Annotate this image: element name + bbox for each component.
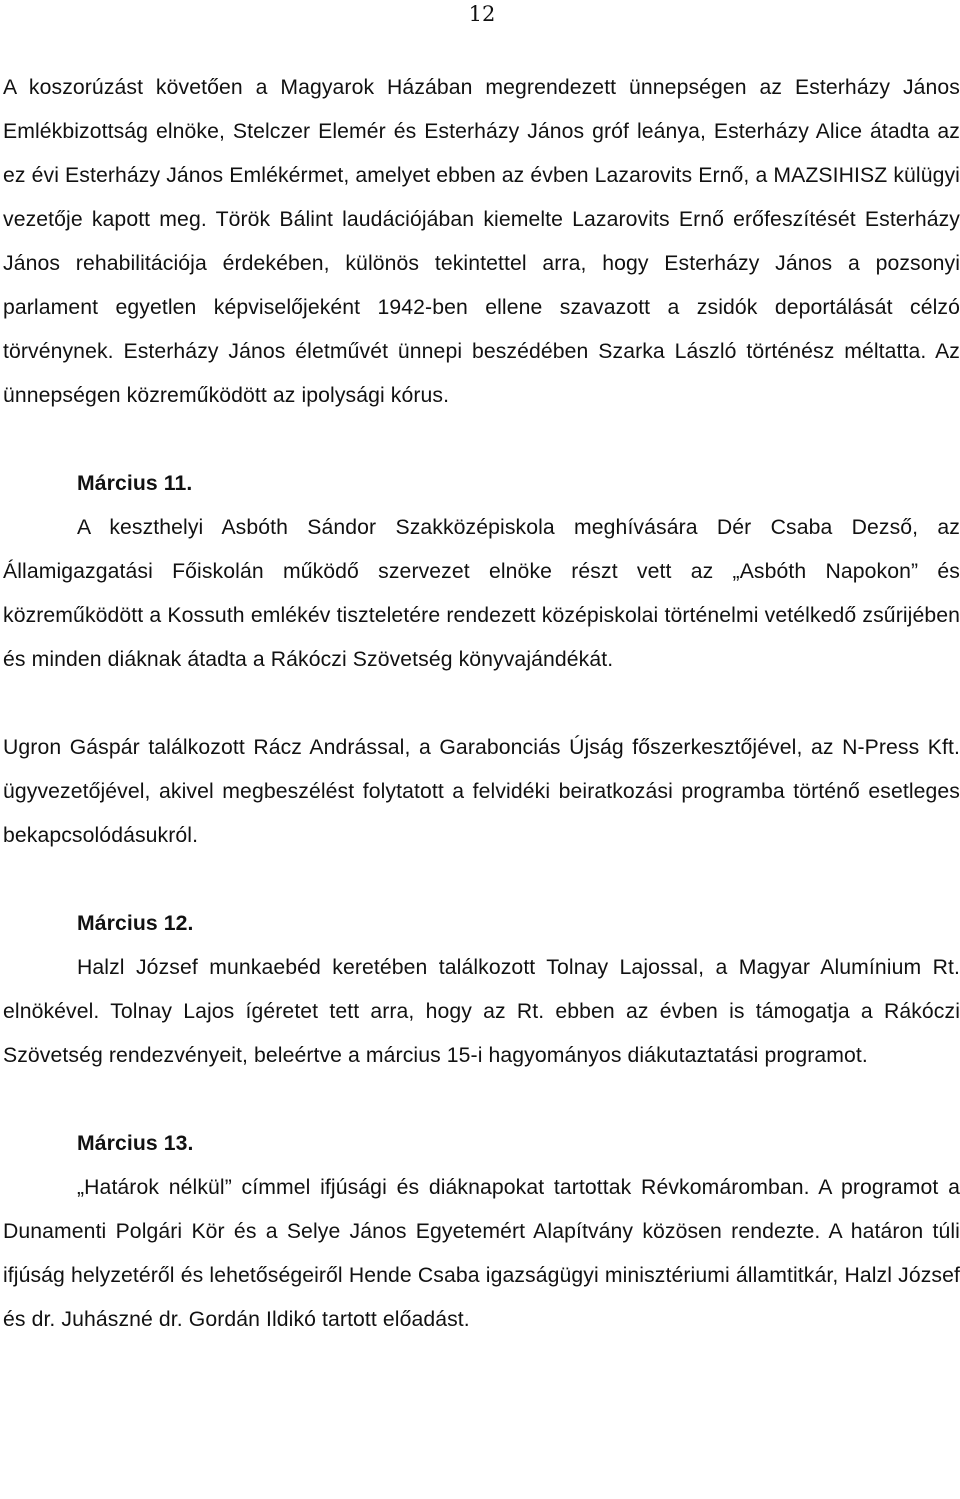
heading-marcius-13: Március 13. — [77, 1132, 194, 1155]
paragraph-asboth-napok: A keszthelyi Asbóth Sándor Szakközépiskola meghívására Dér Csaba Dezső, az Államigazgatási Főiskolán működő szervezet elnöke részt vett az „Asbóth Napokon” és közreműködött a Kossuth emlékév tiszteletére rendezett középiskolai történelmi vetélkedő zsűrijében és minden diáknak átadta a Rákóczi Szövetség könyvajándékát. — [3, 516, 960, 671]
heading-marcius-11: Március 11. — [77, 472, 193, 495]
page-number: 12 — [468, 2, 496, 26]
heading-marcius-12: Március 12. — [77, 912, 194, 935]
paragraph-koszoruzas: A koszorúzást követően a Magyarok Házában megrendezett ünnepségen az Esterházy János Emlékbizottság elnöke, Stelczer Elemér és Esterházy János gróf leánya, Esterházy Alice átadta az ez évi Esterházy János Emlékérmet, amelyet ebben az évben Lazarovits Ernő, a MAZSIHISZ külügyi vezetője kapott meg. Török Bálint laudációjában kiemelte Lazarovits Ernő erőfeszítését Esterházy János rehabilitációja érdekében, különös tekintettel arra, hogy Esterházy János a pozsonyi parlament egyetlen képviselőjeként 1942-ben ellene szavazott a zsidók deportálását célzó törvénynek. Esterházy János életművét ünnepi beszédében Szarka László történész méltatta. Az ünnepségen közreműködött az ipolysági kórus. — [3, 76, 960, 407]
document-body — [3, 66, 960, 1342]
spacer — [3, 418, 960, 462]
paragraph-halzl-jozsef: Halzl József munkaebéd keretében találkozott Tolnay Lajossal, a Magyar Alumínium Rt. elnökével. Tolnay Lajos ígéretet tett arra, hogy az Rt. ebben az évben is támogatja a Rákóczi Szövetség rendezvényeit, beleértve a március 15-i hagyományos diákutaztatási programot. — [3, 956, 960, 1067]
spacer — [3, 682, 960, 726]
paragraph-hatarok-nelkul: „Határok nélkül” címmel ifjúsági és diáknapokat tartottak Révkomáromban. A programot a Dunamenti Polgári Kör és a Selye János Egyetemért Alapítvány közösen rendezte. A határon túli ifjúság helyzetéről és lehetőségeiről Hende Csaba igazságügyi minisztériumi államtitkár, Halzl József és dr. Juhászné dr. Gordán Ildikó tartott előadást. — [3, 1176, 960, 1331]
spacer — [3, 858, 960, 902]
paragraph-ugron-gaspar: Ugron Gáspár találkozott Rácz Andrással, a Garabonciás Újság főszerkesztőjével, az N-Press Kft. ügyvezetőjével, akivel megbeszélést folytatott a felvidéki beiratkozási programba történő esetleges bekapcsolódásukról. — [3, 736, 960, 847]
spacer — [3, 1078, 960, 1122]
